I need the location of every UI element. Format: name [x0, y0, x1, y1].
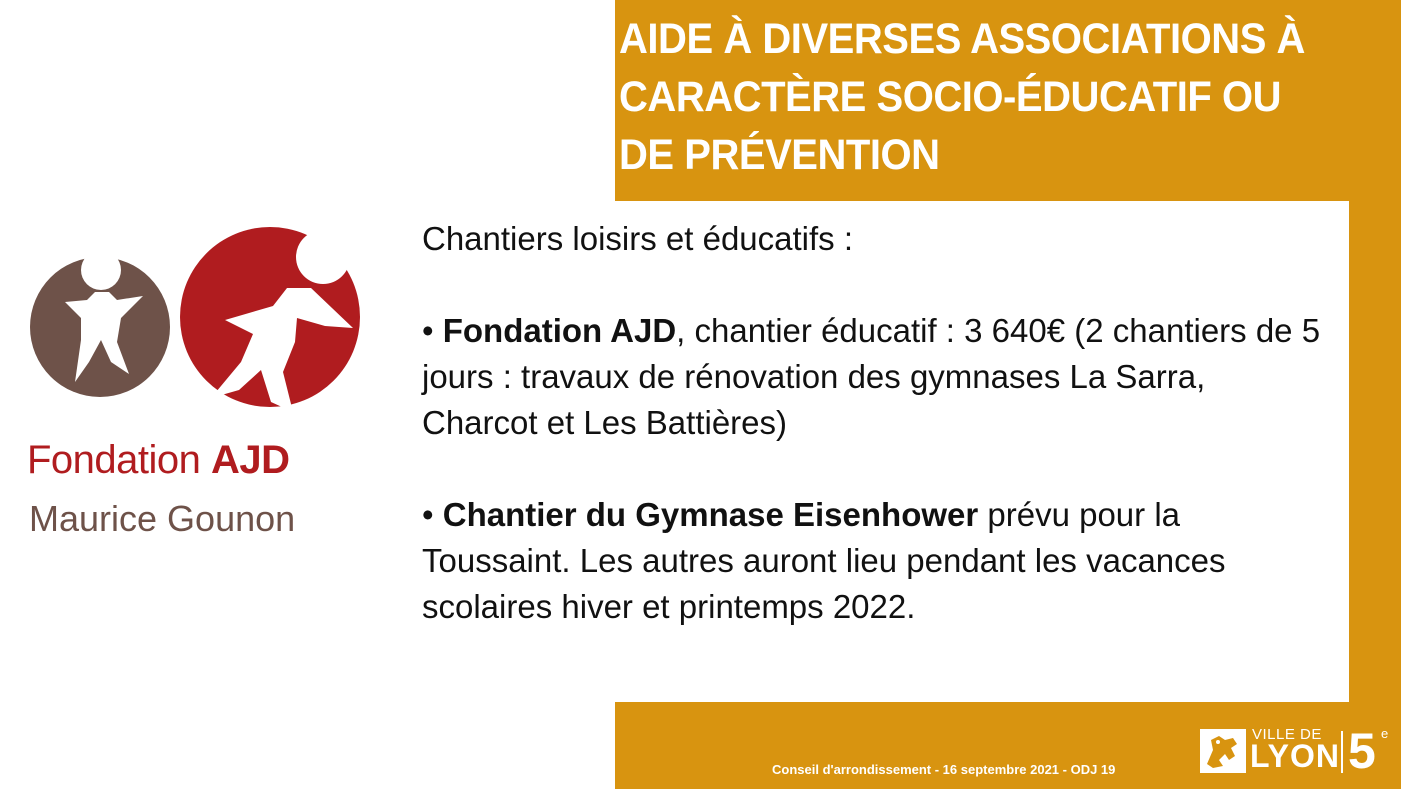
bullet-1-bold: Fondation AJD — [442, 312, 677, 349]
bullet-1-marker: • — [422, 312, 443, 349]
logo-red-figure-head — [296, 230, 350, 284]
intro-text: Chantiers loisirs et éducatifs : — [422, 220, 854, 257]
bullet-2-text: prévu pour la Toussaint. Les autres auront lieu pendant les vacances scolaires hiver et printemps 2022. — [422, 496, 1226, 625]
title-line-3: DE PRÉVENTION — [619, 131, 940, 179]
logo-name-plain: Fondation — [27, 438, 212, 482]
bullet-2-bold: Chantier du Gymnase Eisenhower — [442, 496, 979, 533]
slide-title — [619, 10, 1344, 184]
city-logo-top: VILLE DE — [1252, 726, 1322, 743]
logo-brown-figure-head — [81, 250, 121, 290]
logo-name — [27, 438, 290, 483]
title-line-2: CARACTÈRE SOCIO-ÉDUCATIF OU — [619, 73, 1282, 121]
title-line-1: AIDE À DIVERSES ASSOCIATIONS À — [619, 15, 1305, 63]
district-superscript: e — [1381, 726, 1389, 741]
city-logo-main: LYON — [1250, 738, 1340, 774]
logo-subtitle: Maurice Gounon — [29, 498, 296, 539]
bullet-2-marker: • — [422, 496, 443, 533]
bullet-1-text: , chantier éducatif : 3 640€ (2 chantiers de 5 jours : travaux de rénovation des gymnases La Sarra, Charcot et Les Battières) — [422, 312, 1321, 441]
bullet-item-1 — [422, 308, 1322, 446]
logo-name-bold: AJD — [211, 438, 290, 482]
city-logo-divider — [1341, 731, 1343, 773]
bullet-item-2 — [422, 492, 1322, 630]
slide-body — [422, 216, 1322, 630]
footer-text: Conseil d'arrondissement - 16 septembre 2021 - ODJ 19 — [772, 762, 1116, 777]
district-number: 5 — [1348, 723, 1376, 779]
